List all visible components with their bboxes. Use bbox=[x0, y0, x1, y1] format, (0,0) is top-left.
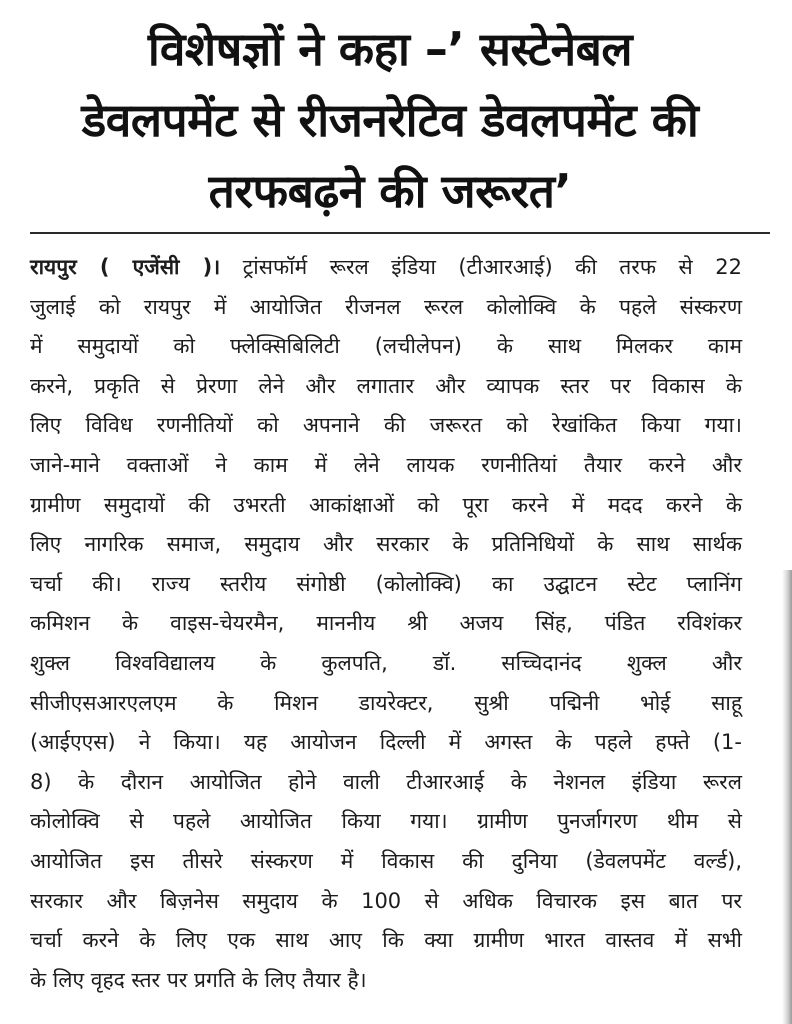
article-line: लिए विविध रणनीतियों को अपनाने की जरूरत को रेखांकित किया गया। bbox=[30, 413, 742, 438]
article-line bbox=[30, 248, 742, 288]
article-line: शुक्ल विश्वविद्यालय के कुलपति, डॉ. सच्चिदानंद शुक्ल और bbox=[30, 650, 742, 675]
article-body bbox=[30, 248, 742, 1000]
article-line: (आईएएस) ने किया। यह आयोजन दिल्ली में अगस्त के पहले हफ्ते (1- bbox=[30, 730, 742, 755]
page-edge-shadow bbox=[782, 570, 792, 1024]
article-line: जाने-माने वक्ताओं ने काम में लेने लायक रणनीतियां तैयार करने और bbox=[30, 452, 742, 477]
article-line: में समुदायों को फ्लेक्सिबिलिटी (लचीलेपन) के साथ मिलकर काम bbox=[30, 334, 742, 359]
headline-divider bbox=[30, 232, 770, 234]
article-line: आयोजित इस तीसरे संस्करण में विकास की दुनिया (डेवलपमेंट वर्ल्ड), bbox=[30, 848, 742, 873]
article-line: चर्चा करने के लिए एक साथ आए कि क्या ग्रामीण भारत वास्तव में सभी bbox=[30, 928, 742, 953]
article-line: लिए नागरिक समाज, समुदाय और सरकार के प्रतिनिधियों के साथ सार्थक bbox=[30, 532, 742, 557]
dateline: रायपुर ( एजेंसी )। bbox=[30, 255, 221, 279]
article-line: के लिए वृहद स्तर पर प्रगति के लिए तैयार है। bbox=[30, 967, 367, 992]
headline bbox=[20, 14, 760, 227]
article-line: सरकार और बिज़नेस समुदाय के 100 से अधिक विचारक इस बात पर bbox=[30, 888, 742, 913]
article-line: ग्रामीण समुदायों की उभरती आकांक्षाओं को पूरा करने में मदद करने के bbox=[30, 492, 742, 517]
headline-line-3: तरफबढ़ने की जरूरत’ bbox=[208, 164, 572, 218]
article-line: कमिशन के वाइस-चेयरमैन, माननीय श्री अजय सिंह, पंडित रविशंकर bbox=[30, 611, 742, 636]
article-line: जुलाई को रायपुर में आयोजित रीजनल रूरल कोलोक्वि के पहले संस्करण bbox=[30, 294, 742, 319]
article-line-text: ट्रांसफॉर्म रूरल इंडिया (टीआरआई) की तरफ से 22 bbox=[242, 255, 742, 279]
headline-line-1: विशेषज्ञों ने कहा –’ सस्टेनेबल bbox=[147, 22, 633, 76]
article-line: चर्चा की। राज्य स्तरीय संगोष्ठी (कोलोक्वि) का उद्घाटन स्टेट प्लानिंग bbox=[30, 571, 742, 596]
headline-line-2: डेवलपमेंट से रीजनरेटिव डेवलपमेंट की bbox=[81, 93, 699, 147]
article-line: करने, प्रकृति से प्रेरणा लेने और लगातार और व्यापक स्तर पर विकास के bbox=[30, 373, 742, 398]
article-line: कोलोक्वि से पहले आयोजित किया गया। ग्रामीण पुनर्जागरण थीम से bbox=[30, 809, 742, 834]
article-line: सीजीएसआरएलएम के मिशन डायरेक्टर, सुश्री पद्मिनी भोई साहू bbox=[30, 690, 742, 715]
article-line: 8) के दौरान आयोजित होने वाली टीआरआई के नेशनल इंडिया रूरल bbox=[30, 769, 742, 794]
